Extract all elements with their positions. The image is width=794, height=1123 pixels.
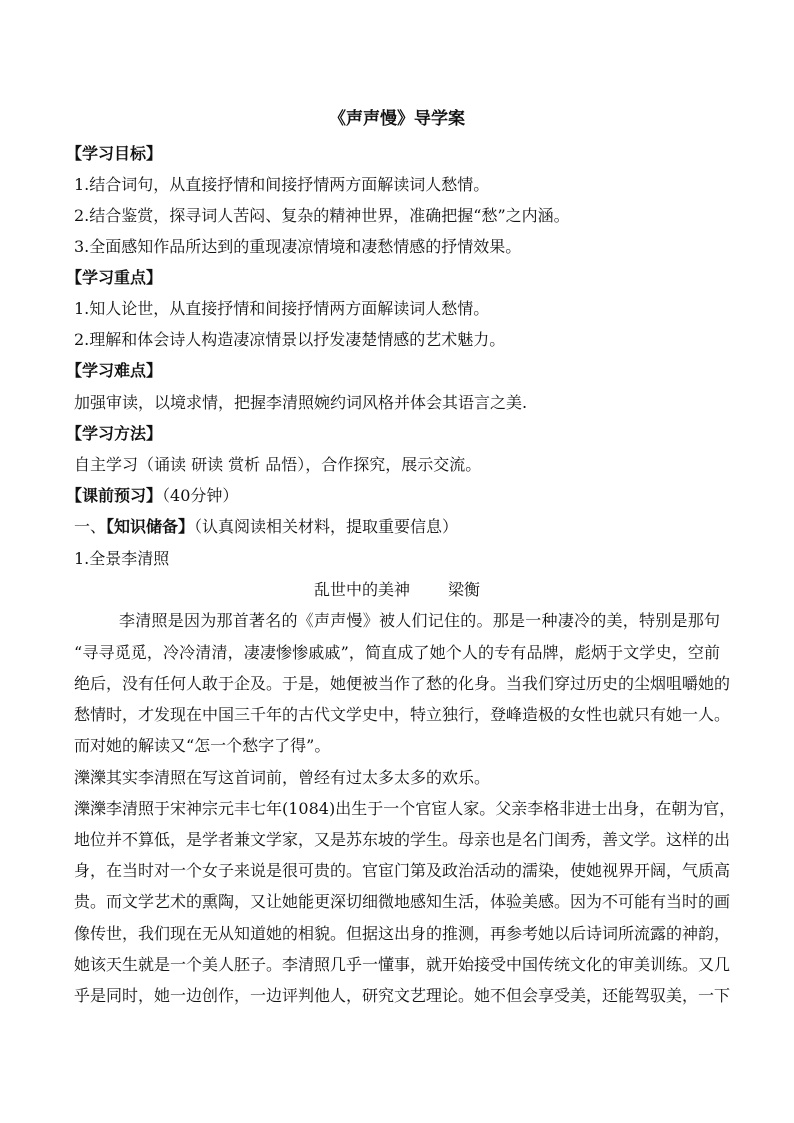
article-line-1: 李清照是因为那首著名的《声声慢》被人们记住的。那是一种凄冷的美，特别是那句 [119,611,720,630]
article-line-13: 乎是同时，她一边创作，一边评判他人，研究文艺理论。她不但会享受美，还能驾驭美，一下 [74,986,731,1005]
article-line-4: 愁情时，才发现在中国三千年的古代文学史中，特立独行，登峰造极的女性也就只有她一人。 [74,705,731,724]
article-line-8: 地位并不算低，是学者兼文学家，又是苏东坡的学生。母亲也是名门闺秀，善文学。这样的出 [74,830,731,849]
preview-heading-label: 【课前预习】 [66,486,163,505]
article-line-12: 她该天生就是一个美人胚子。李清照几乎一懂事，就开始接受中国传统文化的审美训练。又几 [74,955,731,974]
method-text: 自主学习（诵读 研读 赏析 品悟），合作探究，展示交流。 [74,455,482,474]
article-line-3: 绝后，没有任何人敢于企及。于是，她便被当作了愁的化身。当我们穿过历史的尘烟咀嚼她的 [74,674,731,693]
heading-preview [66,485,238,507]
article-author: 梁衡 [448,580,481,599]
focus-item-2: 2.理解和体会诗人构造凄凉情景以抒发凄楚情感的艺术魅力。 [74,330,506,349]
knowledge-prefix: 一、 [74,517,107,536]
heading-focus: 【学习重点】 [66,268,163,287]
article-heading [0,579,794,601]
knowledge-heading: 【知识储备】 [106,517,195,536]
item-panorama: 1.全景李清照 [74,549,170,568]
article-line-10: 贵。而文学艺术的熏陶，又让她能更深切细微地感知生活，体验美感。因为不可能有当时的画 [74,892,731,911]
article-title: 乱世中的美神 [313,580,410,599]
article-line-11: 像传世，我们现在无从知道她的相貌。但据这出身的推测，再参考她以后诗词所流露的神韵， [74,924,731,943]
article-line-5: 而对她的解读又“怎一个愁字了得”。 [74,736,331,755]
goal-item-1: 1.结合词句，从直接抒情和间接抒情两方面解读词人愁情。 [74,175,490,194]
article-line-6: 濼濼其实李清照在写这首词前，曾经有过太多太多的欢乐。 [74,768,491,787]
heading-goals: 【学习目标】 [66,144,163,163]
article-line-7: 濼濼李清照于宋神宗元丰七年(1084)出生于一个官宦人家。父亲李格非进士出身，在朝为官， [74,799,736,818]
goal-item-3: 3.全面感知作品所达到的重现凄凉情境和凄愁情感的抒情效果。 [74,237,522,256]
article-line-2: “寻寻觅觅，冷冷清清，凄凄惨惨戚戚”，简直成了她个人的专有品牌，彪炳于文学史，空前 [74,643,720,662]
knowledge-line [74,516,458,538]
knowledge-note: （认真阅读相关材料，提取重要信息） [194,517,459,536]
article-line-9: 身，在当时对一个女子来说是很可贵的。官宦门第及政治活动的濡染，使她视界开阔，气质高 [74,861,731,880]
document-title: 《声声慢》导学案 [329,109,465,129]
difficulty-text: 加强审读，以境求情，把握李清照婉约词风格并体会其语言之美. [74,393,528,412]
heading-method: 【学习方法】 [66,424,163,443]
goal-item-2: 2.结合鉴赏，探寻词人苦闷、复杂的精神世界，准确把握“愁”之内涵。 [74,206,570,225]
preview-duration: （40分钟） [162,486,239,505]
heading-difficulty: 【学习难点】 [66,361,163,380]
focus-item-1: 1.知人论世，从直接抒情和间接抒情两方面解读词人愁情。 [74,299,490,318]
